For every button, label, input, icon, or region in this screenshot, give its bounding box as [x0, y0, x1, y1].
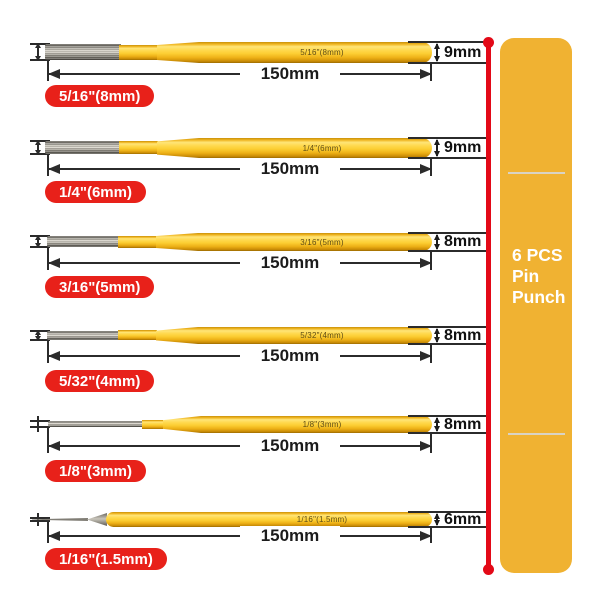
- punch-neck: [142, 420, 163, 429]
- metal-tip: [45, 141, 121, 154]
- tip-diameter-arrow-icon: [37, 44, 39, 60]
- punch-neck: [119, 45, 158, 60]
- diameter-dimension-label: 8mm: [444, 415, 482, 433]
- punch-taper: [157, 138, 199, 158]
- size-label-badge: 3/16"(5mm): [45, 276, 154, 298]
- punch-taper: [157, 42, 199, 63]
- tip-diameter-tick: [30, 420, 50, 422]
- diameter-dimension-arrow: [436, 140, 438, 156]
- product-count-banner: [500, 38, 572, 573]
- banner-title: [512, 245, 565, 308]
- length-dimension-label: 150mm: [240, 346, 340, 366]
- punch-body: [106, 512, 432, 527]
- length-dimension-label: 150mm: [240, 159, 340, 179]
- length-dimension-label: 150mm: [240, 253, 340, 273]
- diameter-dimension-label: 6mm: [444, 510, 482, 528]
- length-dimension-label: 150mm: [240, 526, 340, 546]
- banner-title-line3: Punch: [512, 287, 566, 307]
- diameter-dimension-arrow: [436, 514, 438, 525]
- punch-body-size-text: 5/16"(8mm): [300, 48, 344, 57]
- diameter-dimension-arrow: [436, 418, 438, 431]
- diameter-dimension-arrow: [436, 329, 438, 342]
- diameter-dimension-arrow: [436, 235, 438, 249]
- size-label-badge: 1/4"(6mm): [45, 181, 146, 203]
- size-label-badge: 5/16"(8mm): [45, 85, 154, 107]
- banner-divider: [508, 172, 565, 174]
- banner-divider: [508, 433, 565, 435]
- diameter-dimension-label: 9mm: [444, 43, 482, 61]
- banner-title-line2: Pin: [512, 266, 540, 286]
- punch-neck: [118, 236, 157, 248]
- red-accent-line: [486, 42, 491, 570]
- metal-tip: [45, 44, 121, 60]
- punch-body-size-text: 1/8"(3mm): [302, 420, 342, 429]
- punch-taper: [163, 416, 201, 433]
- metal-tip: [47, 236, 119, 247]
- tip-diameter-arrow-icon: [37, 141, 39, 154]
- banner-title-line1: 6 PCS: [512, 245, 563, 265]
- punch-neck: [119, 141, 158, 154]
- tip-diameter-tick: [30, 517, 50, 519]
- punch-taper: [156, 327, 198, 344]
- length-dimension-label: 150mm: [240, 436, 340, 456]
- punch-body-size-text: 1/4"(6mm): [302, 143, 342, 153]
- punch-body-size-text: 1/16"(1.5mm): [296, 515, 348, 524]
- punch-neck: [118, 330, 157, 340]
- length-dimension-label: 150mm: [240, 64, 340, 84]
- metal-tip: [48, 421, 143, 427]
- tip-diameter-arrow-icon: [37, 416, 39, 432]
- metal-tip: [47, 331, 119, 340]
- tip-diameter-arrow-icon: [37, 331, 39, 340]
- diameter-dimension-arrow: [436, 44, 438, 61]
- tip-diameter-arrow-icon: [37, 236, 39, 247]
- diameter-dimension-label: 8mm: [444, 233, 482, 250]
- size-label-badge: 5/32"(4mm): [45, 370, 154, 392]
- diameter-dimension-label: 9mm: [444, 139, 482, 156]
- diameter-dimension-label: 8mm: [444, 326, 482, 344]
- metal-tip-cone: [87, 513, 107, 526]
- punch-body-size-text: 5/32"(4mm): [300, 331, 344, 340]
- punch-taper: [156, 233, 198, 251]
- punch-body-size-text: 3/16"(5mm): [300, 237, 344, 247]
- size-label-badge: 1/8"(3mm): [45, 460, 146, 482]
- size-label-badge: 1/16"(1.5mm): [45, 548, 167, 570]
